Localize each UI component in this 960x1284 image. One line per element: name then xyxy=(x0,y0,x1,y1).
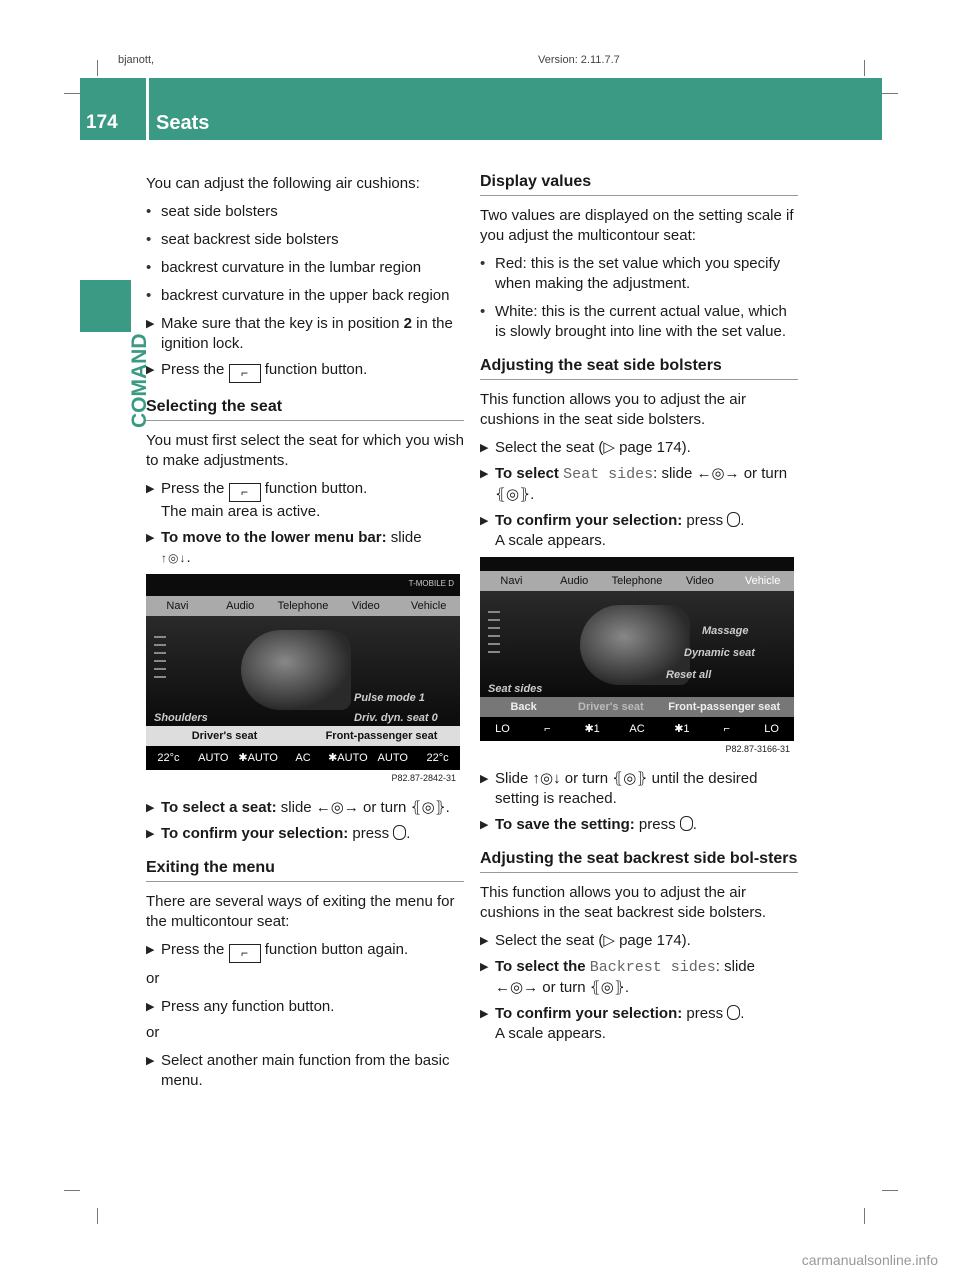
menu-bar xyxy=(146,596,460,616)
climate-bar xyxy=(146,746,460,770)
step-item: ▶ Slide ↑◎↓ or turn ⦃◎⦄ until the desired setting is reached. xyxy=(480,769,798,809)
or-text: or xyxy=(146,970,160,987)
climate-value: ✱1 xyxy=(674,723,690,735)
seat-function-icon: ⌐ xyxy=(229,364,261,383)
seat-function-icon: ⌐ xyxy=(229,944,261,963)
figure-ref: P82.87-2842-31 xyxy=(146,770,460,786)
step-item: ▶ Press the ⌐ function button again. xyxy=(146,940,464,963)
figure-ref: P82.87-3166-31 xyxy=(480,741,794,757)
reset-label: Reset all xyxy=(666,669,712,681)
step-item: ▶ Press the ⌐ function button. The main area is active. xyxy=(146,479,464,522)
menu-item: Audio xyxy=(226,600,255,612)
climate-value: ⌐ xyxy=(544,723,551,735)
crop-mark xyxy=(97,1208,98,1224)
passenger-seat-tab: Front-passenger seat xyxy=(654,697,794,717)
climate-value: AC xyxy=(295,752,311,764)
press-icon xyxy=(727,512,740,527)
step-item: ▶ To select the Backrest sides: slide ←◎→ or turn ⦃◎⦄. xyxy=(480,957,798,998)
dyn-label: Driv. dyn. seat 0 xyxy=(354,712,438,724)
page-number: 174 xyxy=(86,112,118,133)
side-tab xyxy=(80,280,131,332)
intro-text: You can adjust the following air cushions: xyxy=(146,175,420,192)
backrest-intro: This function allows you to adjust the air cushions in the seat backrest side bolsters. xyxy=(480,884,766,921)
passenger-seat-tab: Front-passenger seat xyxy=(303,726,460,746)
controller-slide-icon: ↑◎↓ xyxy=(161,551,187,565)
step-item: ▶ To confirm your selection: press . xyxy=(146,824,464,844)
driver-seat-tab: Driver's seat xyxy=(146,726,303,746)
print-mark-right: Version: 2.11.7.7 xyxy=(538,54,620,66)
seat-bar xyxy=(480,697,794,717)
menu-item: Video xyxy=(685,575,714,587)
menu-item: Telephone xyxy=(277,600,329,612)
display-intro: Two values are displayed on the setting scale if you adjust the multicontour seat: xyxy=(480,207,794,244)
climate-value: AUTO xyxy=(377,752,408,764)
step-item: ▶ Select another main function from the basic menu. xyxy=(146,1051,464,1091)
step-item: ▶ To save the setting: press . xyxy=(480,815,798,835)
press-icon xyxy=(727,1005,740,1020)
heading-display-values: Display values xyxy=(480,172,798,196)
climate-value: ✱AUTO xyxy=(238,752,278,764)
climate-value: LO xyxy=(764,723,779,735)
left-column xyxy=(146,174,464,1097)
climate-value: AC xyxy=(629,723,645,735)
climate-value: AUTO xyxy=(198,752,229,764)
crop-mark xyxy=(64,93,80,94)
list-item: • seat side bolsters xyxy=(146,202,464,222)
setting-scale xyxy=(488,611,500,659)
climate-value: ✱AUTO xyxy=(328,752,368,764)
seat-display xyxy=(146,616,460,726)
step-item: ▶ Press any function button. xyxy=(146,997,464,1017)
seat-function-icon: ⌐ xyxy=(229,483,261,502)
driver-seat-tab: Driver's seat xyxy=(567,697,654,717)
menu-item: Vehicle xyxy=(410,600,447,612)
step-item: ▶ Select the seat (▷ page 174). xyxy=(480,931,798,951)
crop-mark xyxy=(64,1190,80,1191)
select-intro: You must first select the seat for which you wish to make adjustments. xyxy=(146,432,464,469)
list-item: • backrest curvature in the lumbar region xyxy=(146,258,464,278)
massage-label: Massage xyxy=(702,625,749,637)
step-item: ▶ Select the seat (▷ page 174). xyxy=(480,438,798,458)
section-title: Seats xyxy=(156,112,210,134)
list-item: • backrest curvature in the upper back region xyxy=(146,286,464,306)
seat-bar xyxy=(146,726,460,746)
setting-scale xyxy=(154,636,166,684)
climate-value: ✱1 xyxy=(584,723,600,735)
menu-item: Audio xyxy=(560,575,589,587)
step-item: ▶ To confirm your selection: press . A scale appears. xyxy=(480,511,798,551)
status-bar: T-MOBILE D xyxy=(146,574,460,596)
chapter-label: COMAND xyxy=(128,333,151,428)
menu-item: Navi xyxy=(166,600,189,612)
crop-mark xyxy=(864,60,865,76)
step-item: ▶ To move to the lower menu bar: slide ↑◎↓. xyxy=(146,528,464,568)
dynamic-label: Dynamic seat xyxy=(684,647,755,659)
menu-bar xyxy=(480,571,794,591)
screenshot-seat-sides xyxy=(480,557,794,757)
heading-side-bolsters: Adjusting the seat side bolsters xyxy=(480,356,798,380)
status-bar xyxy=(480,557,794,571)
exit-intro: There are several ways of exiting the menu for the multicontour seat: xyxy=(146,893,455,930)
list-item: • seat backrest side bolsters xyxy=(146,230,464,250)
seat-display xyxy=(480,591,794,697)
crop-mark xyxy=(864,1208,865,1224)
heading-backrest-bolsters: Adjusting the seat backrest side bol-sters xyxy=(480,849,798,873)
menu-item: Vehicle xyxy=(744,575,781,587)
shoulders-label: Shoulders xyxy=(154,712,208,724)
step-item: ▶ To select a seat: slide ←◎→ or turn ⦃◎⦄. xyxy=(146,798,464,818)
climate-value: ⌐ xyxy=(723,723,730,735)
step-item: ▶ To select Seat sides: slide ←◎→ or turn ⦃◎⦄. xyxy=(480,464,798,505)
right-column xyxy=(480,160,798,1050)
step-item: ▶ To confirm your selection: press . A scale appears. xyxy=(480,1004,798,1044)
list-item: • White: this is the current actual value, which is slowly brought into line with the set value. xyxy=(480,302,798,342)
crop-mark xyxy=(97,60,98,76)
climate-value: 22°c xyxy=(426,752,449,764)
heading-selecting-seat: Selecting the seat xyxy=(146,397,464,421)
menu-item: Telephone xyxy=(611,575,663,587)
or-text: or xyxy=(146,1024,160,1041)
seat-image xyxy=(241,630,351,710)
climate-value: LO xyxy=(495,723,510,735)
seat-sides-label: Seat sides xyxy=(488,683,543,695)
watermark: carmanualsonline.info xyxy=(801,1252,938,1268)
screenshot-seat-select xyxy=(146,574,460,786)
step-item: ▶ Press the ⌐ function button. xyxy=(146,360,464,383)
bolsters-intro: This function allows you to adjust the air cushions in the seat side bolsters. xyxy=(480,391,746,428)
menu-item: Navi xyxy=(500,575,523,587)
list-item: • Red: this is the set value which you specify when making the adjustment. xyxy=(480,254,798,294)
pulse-label: Pulse mode 1 xyxy=(354,692,425,704)
crop-mark xyxy=(882,1190,898,1191)
print-mark-left: bjanott, xyxy=(118,54,155,66)
back-tab: Back xyxy=(480,697,567,717)
crop-mark xyxy=(882,93,898,94)
header-separator xyxy=(146,78,149,140)
press-icon xyxy=(680,816,693,831)
climate-bar xyxy=(480,717,794,741)
heading-exiting-menu: Exiting the menu xyxy=(146,858,464,882)
step-item: ▶ Make sure that the key is in position 2 in the ignition lock. xyxy=(146,314,464,354)
climate-value: 22°c xyxy=(157,752,180,764)
menu-item: Video xyxy=(351,600,380,612)
press-icon xyxy=(393,825,406,840)
